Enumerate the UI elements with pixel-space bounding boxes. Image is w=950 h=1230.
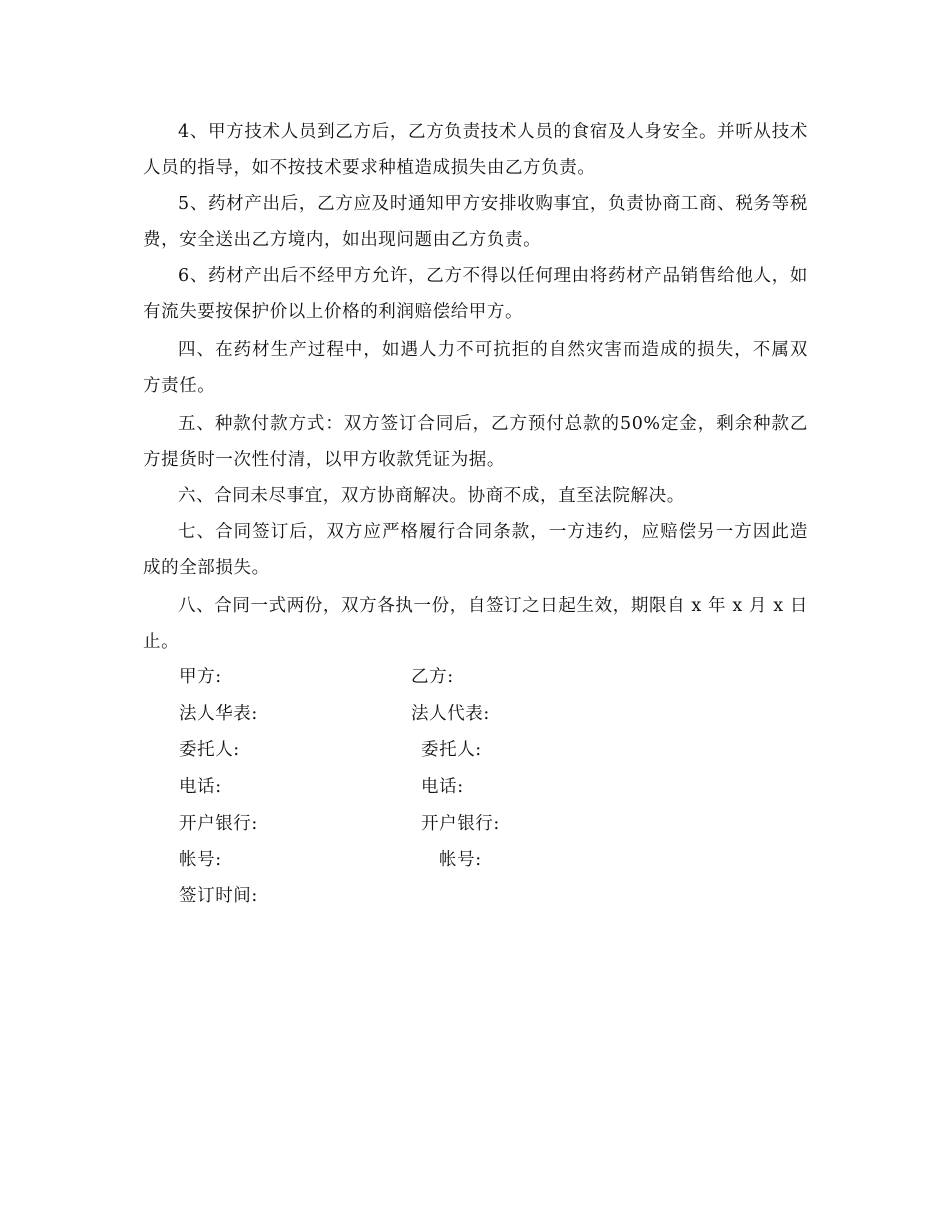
- legal-rep-b-label: 法人代表:: [411, 704, 490, 724]
- clause-copies-term: 八、合同一式两份，双方各执一份，自签订之日起生效，期限自 x 年 x 月 x 日止。: [143, 596, 808, 652]
- account-b-label: 帐号:: [439, 850, 482, 870]
- party-a-label: 甲方:: [179, 667, 222, 687]
- clause-6: 6、药材产出后不经甲方允许，乙方不得以任何理由将药材产品销售给他人，如有流失要按保护价以上价格的利润赔偿给甲方。: [143, 266, 808, 322]
- legal-rep-a-label: 法人华表:: [179, 704, 258, 724]
- clause-4: 4、甲方技术人员到乙方后，乙方负责技术人员的食宿及人身安全。并听从技术人员的指导，如不按技术要求种植造成损失由乙方负责。: [143, 122, 808, 178]
- account-a-label: 帐号:: [179, 850, 222, 870]
- clause-disputes: 六、合同未尽事宜，双方协商解决。协商不成，直至法院解决。: [178, 486, 685, 506]
- agent-a-label: 委托人:: [179, 740, 240, 760]
- bank-a-label: 开户银行:: [179, 814, 258, 834]
- clause-breach: 七、合同签订后，双方应严格履行合同条款，一方违约，应赔偿另一方因此造成的全部损失。: [143, 522, 808, 578]
- clause-5: 5、药材产出后，乙方应及时通知甲方安排收购事宜，负责协商工商、税务等税费，安全送出乙方境内，如出现问题由乙方负责。: [143, 194, 808, 250]
- party-b-label: 乙方:: [411, 667, 454, 687]
- phone-b-label: 电话:: [421, 777, 464, 797]
- clause-force-majeure: 四、在药材生产过程中，如遇人力不可抗拒的自然灾害而造成的损失，不属双方责任。: [143, 340, 808, 396]
- bank-b-label: 开户银行:: [421, 814, 500, 834]
- phone-a-label: 电话:: [179, 777, 222, 797]
- clause-payment: 五、种款付款方式：双方签订合同后，乙方预付总款的50%定金，剩余种款乙方提货时一次性付清，以甲方收款凭证为据。: [143, 414, 808, 470]
- agent-b-label: 委托人:: [421, 740, 482, 760]
- signing-date-label: 签订时间:: [179, 886, 258, 906]
